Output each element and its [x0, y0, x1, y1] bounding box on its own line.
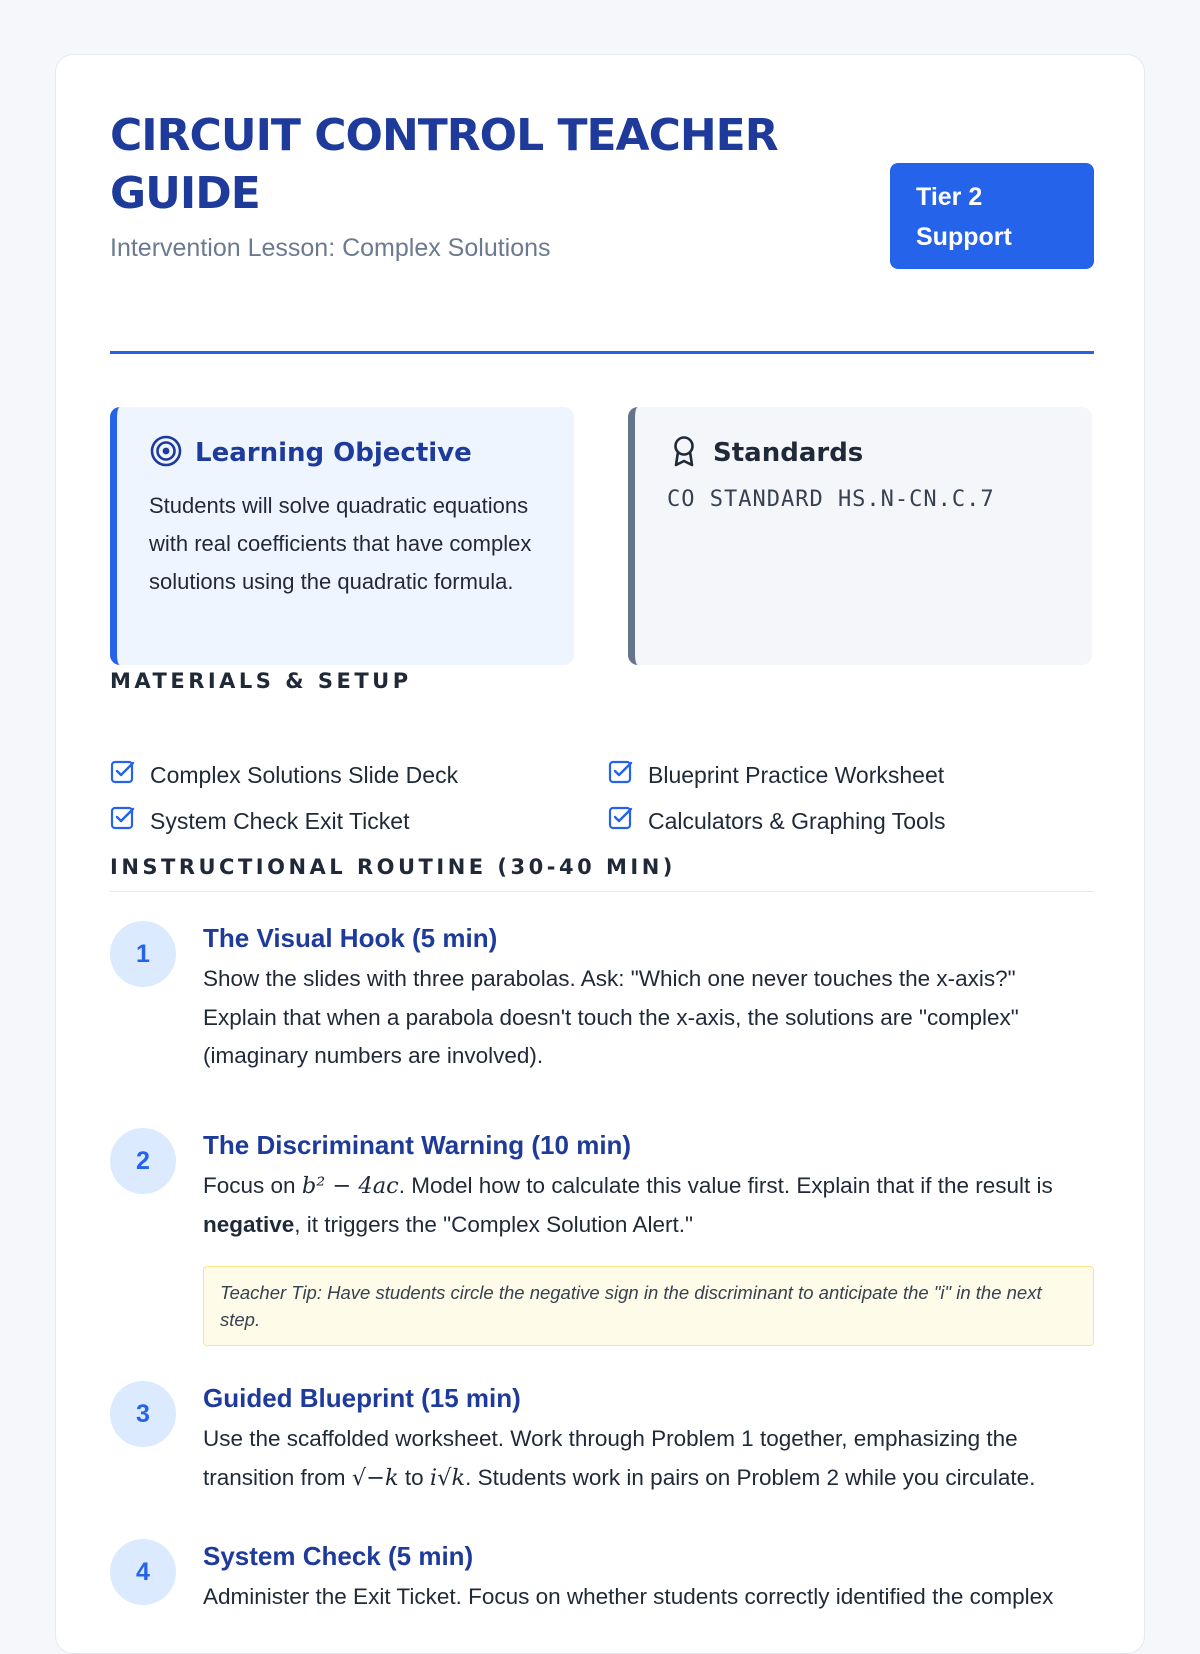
radical-expression: √−k [351, 1464, 399, 1491]
tier-badge: Tier 2 Support [890, 163, 1094, 269]
step-number-badge: 2 [110, 1128, 176, 1194]
materials-item: Calculators & Graphing Tools [608, 805, 945, 837]
objective-title: Learning Objective [195, 438, 472, 468]
checkbox-checked-icon [110, 759, 136, 791]
emphasis-negative: negative [203, 1211, 295, 1237]
checkbox-checked-icon [608, 805, 634, 837]
materials-item: Blueprint Practice Worksheet [608, 759, 944, 791]
standards-box [628, 407, 1092, 665]
step-title: System Check (5 min) [203, 1541, 474, 1571]
step-title: Guided Blueprint (15 min) [203, 1383, 521, 1413]
step-number-badge: 4 [110, 1539, 176, 1605]
discriminant-formula: b² − 4ac [301, 1173, 399, 1199]
step-description: Focus on b² − 4ac. Model how to calculate this value first. Explain that if the result is negative, it triggers the "Complex Solution Alert." [203, 1173, 1053, 1237]
standard-code: CO STANDARD HS.N-CN.C.7 [667, 487, 995, 512]
materials-item: System Check Exit Ticket [110, 805, 409, 837]
teacher-tip: Teacher Tip: Have students circle the negative sign in the discriminant to anticipate the "i" in the next step. [203, 1266, 1094, 1346]
learning-objective-box [110, 407, 574, 665]
checkbox-checked-icon [608, 759, 634, 791]
step-title: The Visual Hook (5 min) [203, 923, 498, 953]
standards-title: Standards [713, 438, 864, 468]
materials-heading: MATERIALS & SETUP [110, 669, 412, 693]
step-description: Administer the Exit Ticket. Focus on whether students correctly identified the complex [203, 1584, 1054, 1609]
step-title: The Discriminant Warning (10 min) [203, 1130, 632, 1160]
step-description: Use the scaffolded worksheet. Work through Problem 1 together, emphasizing the transition from √−k to i√k. Students work in pairs on Problem 2 while you circulate. [203, 1426, 1036, 1491]
routine-heading: INSTRUCTIONAL ROUTINE (30-40 MIN) [110, 855, 676, 879]
teacher-guide-card [55, 54, 1145, 1654]
page-title: CIRCUIT CONTROL TEACHER GUIDE [110, 110, 778, 219]
guide-header [110, 107, 1094, 263]
imaginary-expression: i√k [429, 1464, 466, 1491]
checkbox-checked-icon [110, 805, 136, 837]
award-ribbon-icon [667, 434, 701, 473]
step-description: Show the slides with three parabolas. Ask: "Which one never touches the x-axis?" Explain that when a parabola doesn't touch the x-axis, the solutions are "complex" (imaginary numbers are involved). [203, 966, 1019, 1068]
header-divider [110, 351, 1094, 354]
routine-divider [110, 891, 1094, 892]
step-number-badge: 1 [110, 921, 176, 987]
materials-item: Complex Solutions Slide Deck [110, 759, 458, 791]
step-number-badge: 3 [110, 1381, 176, 1447]
objective-text: Students will solve quadratic equations with real coefficients that have complex solutions using the quadratic formula. [149, 493, 532, 594]
page-subtitle: Intervention Lesson: Complex Solutions [110, 234, 551, 262]
target-icon [149, 434, 183, 473]
